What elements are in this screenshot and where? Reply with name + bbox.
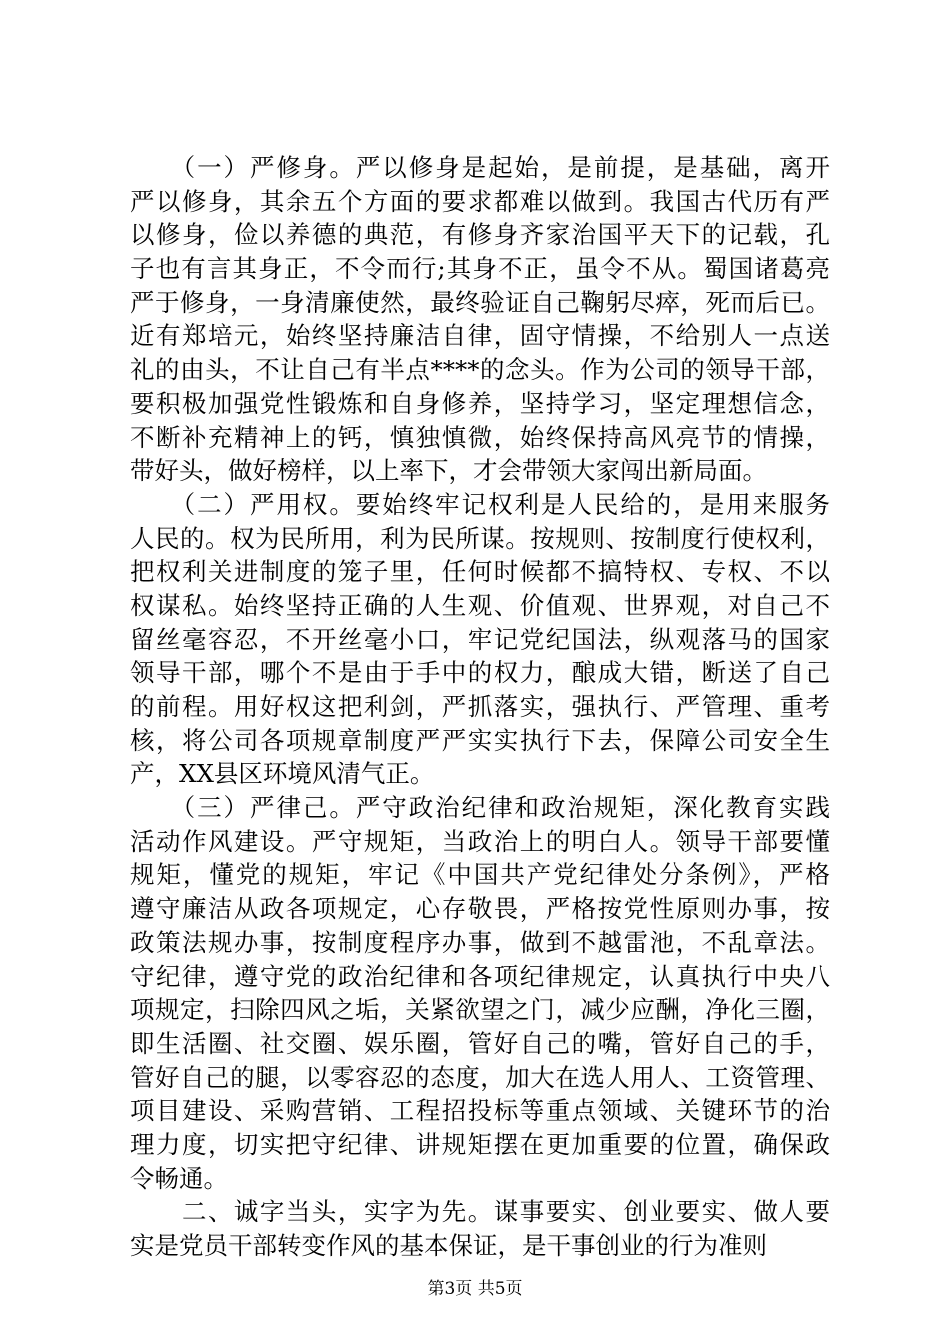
text-line: 政策法规办事，按制度程序办事，做到不越雷池，不乱章法。 — [130, 927, 830, 957]
text-line: 把权利关进制度的笼子里，任何时候都不搞特权、专权、不以 — [130, 557, 830, 587]
text-line: 人民的。权为民所用，利为民所谋。按规则、按制度行使权利， — [130, 523, 830, 553]
text-line: 理力度，切实把守纪律、讲规矩摆在更加重要的位置，确保政 — [130, 1129, 830, 1159]
text-line: 领导干部，哪个不是由于手中的权力，酿成大错，断送了自己 — [130, 658, 830, 688]
text-line: 以修身，俭以养德的典范，有修身齐家治国平天下的记载，孔 — [130, 220, 830, 250]
text-line: （一）严修身。严以修身是起始，是前提，是基础，离开 — [130, 153, 830, 182]
text-line: 项目建设、采购营销、工程招投标等重点领域、关键环节的治 — [130, 1096, 830, 1126]
text-line: 的前程。用好权这把利剑，严抓落实，强执行、严管理、重考 — [130, 692, 830, 721]
text-line: 活动作风建设。严守规矩，当政治上的明白人。领导干部要懂 — [130, 826, 830, 856]
text-line: 管好自己的腿，以零容忍的态度，加大在选人用人、工资管理、 — [130, 1062, 830, 1092]
page-footer: 第3页 共5页 — [427, 1279, 523, 1299]
text-line: 产，XX县区环境风清气正。 — [130, 759, 435, 789]
text-line: 留丝毫容忍，不开丝毫小口，牢记党纪国法，纵观落马的国家 — [130, 624, 830, 654]
text-line: （二）严用权。要始终牢记权利是人民给的，是用来服务 — [130, 489, 830, 519]
text-line: 不断补充精神上的钙，慎独慎微，始终保持高风亮节的情操， — [130, 422, 830, 452]
text-line: （三）严律己。严守政治纪律和政治规矩，深化教育实践 — [130, 793, 830, 823]
text-line: 严于修身，一身清廉使然，最终验证自己鞠躬尽瘁，死而后已。 — [130, 287, 830, 317]
text-line: 近有郑培元，始终坚持廉洁自律，固守情操，不给别人一点送 — [130, 321, 830, 351]
text-line: 二、诚字当头，实字为先。谋事要实、创业要实、做人要 — [130, 1197, 830, 1227]
text-line: 遵守廉洁从政各项规定，心存敬畏，严格按党性原则办事，按 — [130, 894, 830, 924]
text-line: 实是党员干部转变作风的基本保证，是干事创业的行为准则 — [130, 1231, 767, 1260]
text-line: 项规定，扫除四风之垢，关紧欲望之门，减少应酬，净化三圈， — [130, 995, 830, 1025]
text-line: 要积极加强党性锻炼和自身修养，坚持学习，坚定理想信念， — [130, 388, 830, 418]
text-line: 权谋私。始终坚持正确的人生观、价值观、世界观，对自己不 — [130, 590, 830, 620]
text-line: 礼的由头，不让自己有半点****的念头。作为公司的领导干部， — [130, 355, 830, 385]
text-line: 严以修身，其余五个方面的要求都难以做到。我国古代历有严 — [130, 186, 830, 216]
text-line: 守纪律，遵守党的政治纪律和各项纪律规定，认真执行中央八 — [130, 961, 830, 991]
text-line: 规矩，懂党的规矩，牢记《中国共产党纪律处分条例》，严格 — [130, 860, 830, 890]
text-line: 子也有言其身正，不令而行;其身不正，虽令不从。蜀国诸葛亮 — [130, 254, 830, 284]
text-line: 带好头，做好榜样，以上率下，才会带领大家闯出新局面。 — [130, 456, 767, 486]
text-line: 核，将公司各项规章制度严严实实执行下去，保障公司安全生 — [130, 725, 830, 755]
text-line: 令畅通。 — [130, 1163, 228, 1193]
text-line: 即生活圈、社交圈、娱乐圈，管好自己的嘴，管好自己的手， — [130, 1028, 830, 1058]
body-text — [130, 151, 830, 1263]
